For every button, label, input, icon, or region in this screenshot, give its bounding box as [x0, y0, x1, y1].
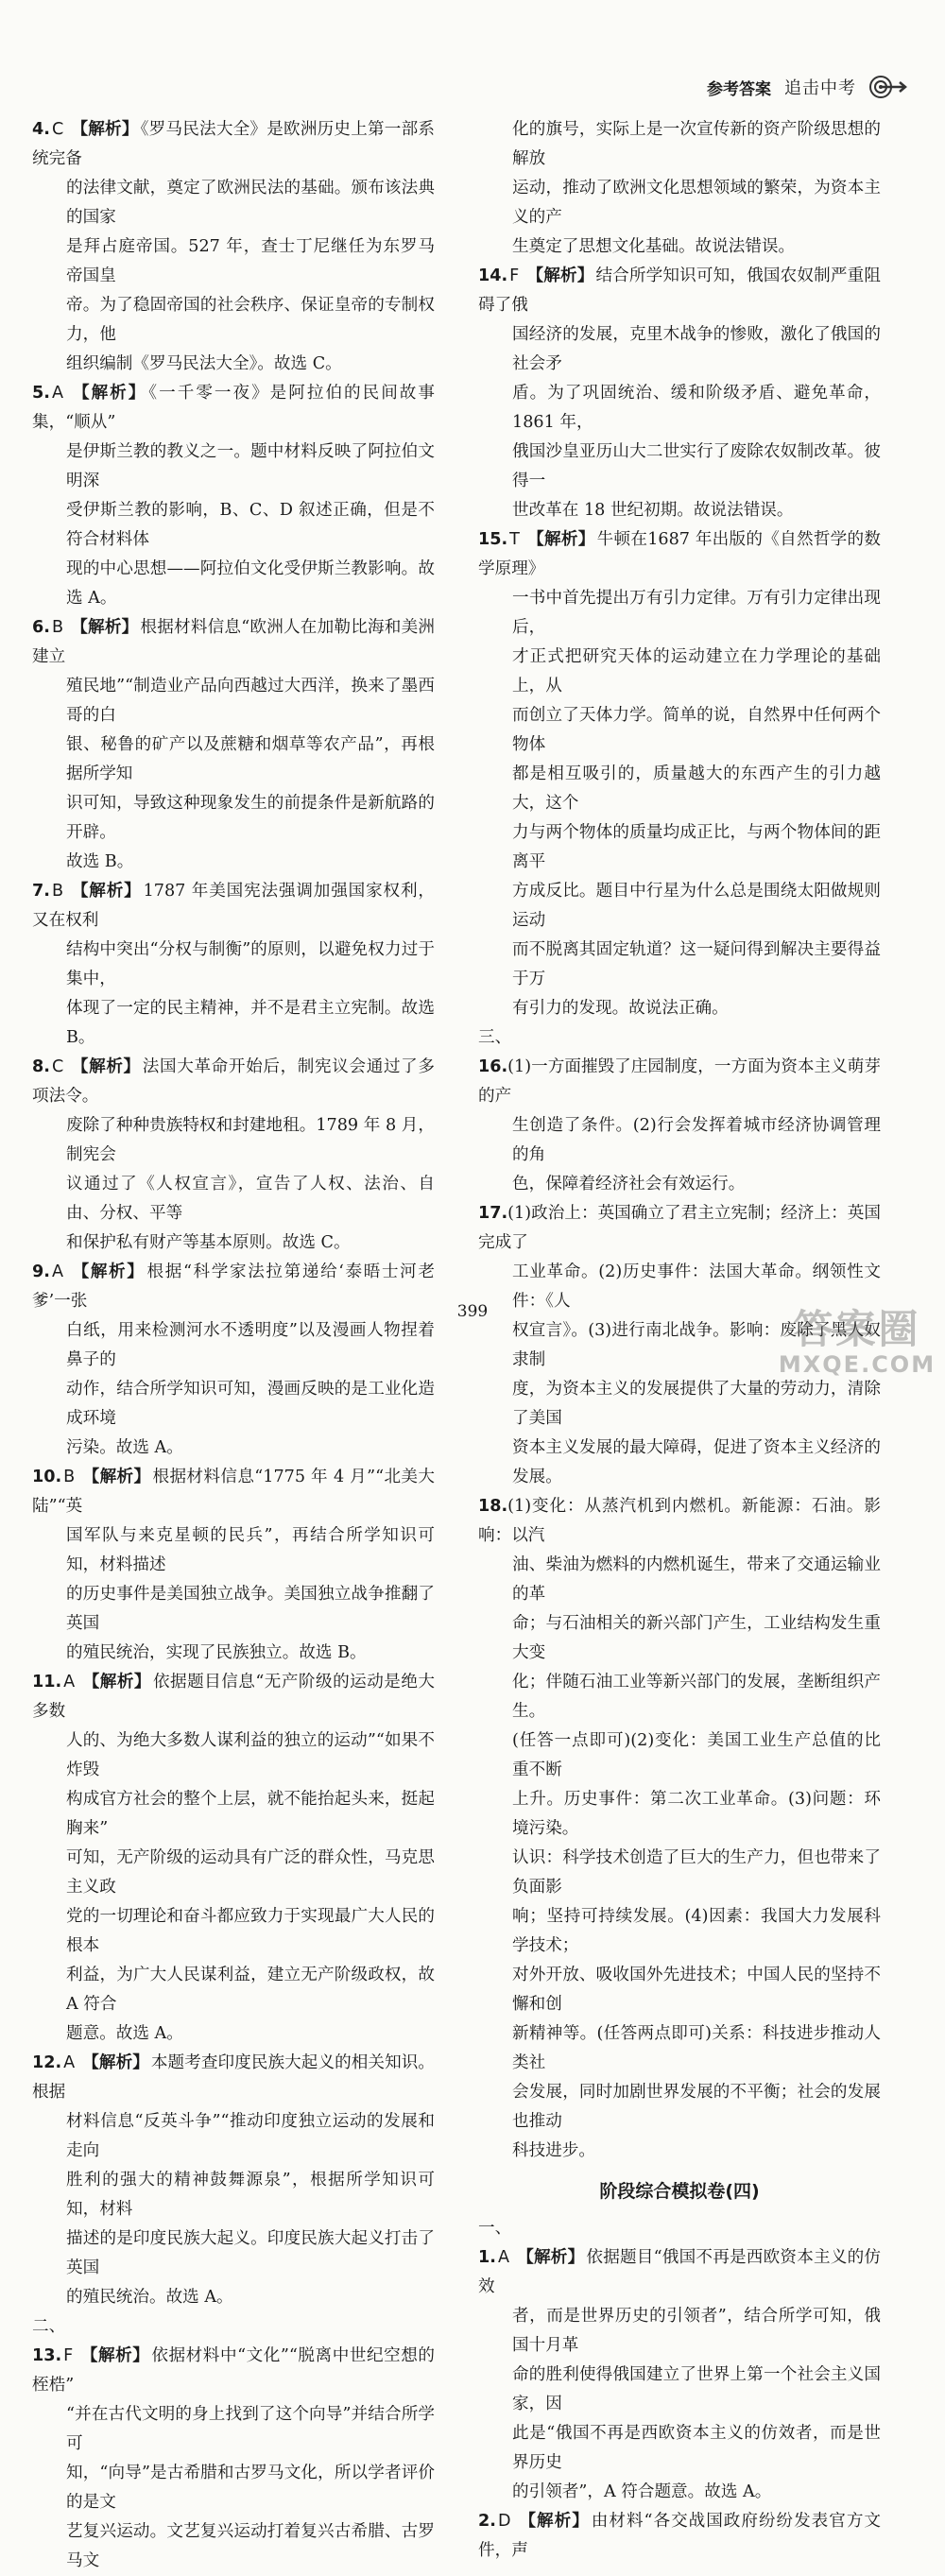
answer-choice: A: [63, 2053, 76, 2072]
question-number: 17.: [478, 1204, 508, 1223]
answer-item: [32, 613, 435, 877]
page-header: [707, 68, 907, 106]
analysis-tag: 【解析】: [82, 1468, 151, 1486]
answer-text: 命；与石油相关的新兴部门产生，工业结构发生重大变: [512, 1614, 881, 1662]
answer-line: [478, 232, 881, 262]
page-number: 399: [456, 1302, 489, 1321]
header-series: 追击中考: [784, 78, 856, 98]
answer-text: 而创立了天体力学。简单的说，自然界中任何两个物体: [512, 706, 881, 754]
answer-line: [32, 438, 435, 496]
answer-line: [478, 584, 881, 643]
answer-line: [478, 2019, 881, 2078]
answer-text: 是拜占庭帝国。527 年，查士丁尼继任为东罗马帝国皇: [66, 237, 435, 285]
answer-text: 的引领者”，A 符合题意。故选 A。: [512, 2482, 772, 2501]
answer-text: 世改革在 18 世纪初期。故说法错误。: [512, 501, 794, 520]
answer-text: (1)政治上：英国确立了君主立宪制；经济上：英国完成了: [478, 1204, 881, 1252]
section-heading-3: 三、: [478, 1028, 512, 1047]
answer-line: [32, 555, 435, 613]
answer-text: 根据材料信息“欧洲人在加勒比海和美洲建立: [32, 618, 435, 666]
answer-choice: B: [51, 618, 64, 637]
answer-text: 化；伴随石油工业等新兴部门的发展，垄断组织产生。: [512, 1673, 881, 1721]
answer-text: 俄国沙皇亚历山大二世实行了废除农奴制改革。彼得一: [512, 442, 881, 490]
answer-text: 根据“科学家法拉第递给‘泰晤士河老爹’一张: [32, 1262, 435, 1311]
answer-text: 描述的是印度民族大起义。印度民族大起义打击了英国: [66, 2229, 435, 2277]
header-label: 参考答案: [707, 79, 771, 99]
answer-text: 上升。历史事件：第二次工业革命。(3)问题：环境污染。: [512, 1790, 881, 1838]
analysis-tag: 【解析】: [70, 384, 147, 403]
answer-item: [32, 1668, 435, 2049]
answer-line: [32, 1785, 435, 1844]
answer-line: [478, 2137, 881, 2166]
answer-line: [478, 643, 881, 701]
answer-choice: B: [63, 1468, 76, 1486]
answer-text: 材料信息“反英斗争”“推动印度独立运动的发展和走向: [66, 2112, 435, 2160]
answer-line: [478, 818, 881, 877]
question-number: 14.: [478, 266, 508, 285]
answer-text: 是伊斯兰教的教义之一。题中材料反映了阿拉伯文明深: [66, 442, 435, 490]
question-number: 12.: [32, 2053, 62, 2072]
answer-line: [32, 1668, 435, 1726]
answer-item: [32, 1463, 435, 1668]
answer-text: 可知，无产阶级的运动具有广泛的群众性，马克思主义政: [66, 1848, 435, 1897]
answer-line: [32, 1902, 435, 1961]
question-number: 16.: [478, 1057, 508, 1076]
question-number: 2.: [478, 2512, 496, 2531]
watermark-url: MXQE.COM: [778, 1351, 936, 1378]
answer-line: [32, 1316, 435, 1375]
answer-text: 国军队与来克星顿的民兵”，再结合所学知识可知，材料描述: [66, 1526, 435, 1574]
answer-text: 和保护私有财产等基本原则。故选 C。: [66, 1233, 351, 1252]
answer-text: 议通过了《人权宣言》，宣告了人权、法治、自由、分权、平等: [66, 1175, 435, 1223]
answer-item: [32, 115, 435, 379]
answer-text: 《罗马民法大全》是欧洲历史上第一部系统完备: [32, 120, 435, 168]
answer-text: 的殖民统治。故选 A。: [66, 2288, 233, 2307]
answer-choice: T: [509, 530, 520, 549]
answer-text: 国经济的发展，克里木战争的惨败，激化了俄国的社会矛: [512, 325, 881, 373]
answer-text: 有引力的发现。故说法正确。: [512, 999, 729, 1018]
answer-line: [32, 2166, 435, 2224]
answer-text: 结合所学知识可知，俄国农奴制严重阻碍了俄: [478, 266, 881, 315]
question-number: 15.: [478, 530, 508, 549]
answer-item: [478, 1492, 881, 2166]
answer-line: [478, 1961, 881, 2019]
answer-line: [32, 2224, 435, 2283]
answer-text: 权宣言》。(3)进行南北战争。影响：废除了黑人奴隶制: [512, 1321, 881, 1369]
answer-line: [478, 1609, 881, 1668]
answer-text: 胜利的强大的精神鼓舞源泉”，根据所学知识可知，材料: [66, 2171, 435, 2219]
answer-line: [32, 2283, 435, 2312]
answer-text: 生奠定了思想文化基础。故说法错误。: [512, 237, 796, 256]
answer-line: [32, 789, 435, 848]
answer-line: [32, 2400, 435, 2459]
watermark-logo: [777, 1307, 937, 1381]
answer-line: [32, 877, 435, 936]
answer-line: [32, 174, 435, 232]
answer-item: [478, 2243, 881, 2507]
answer-line: [478, 1170, 881, 1199]
answer-line: [478, 1902, 881, 1961]
answer-line: [32, 936, 435, 994]
answer-text: 依据题目“俄国不再是西欧资本主义的仿效: [478, 2248, 881, 2296]
answer-text: 白纸，用来检测河水不透明度”以及漫画人物捏着鼻子的: [66, 1321, 435, 1369]
answer-text: 油、柴油为燃料的内燃机诞生，带来了交通运输业的革: [512, 1555, 881, 1604]
answer-line: [478, 877, 881, 936]
answer-line: [32, 1844, 435, 1902]
answer-text: 体现了一定的民主精神，并不是君主立宪制。故选 B。: [66, 999, 435, 1047]
answer-text: 者，而是世界历史的引领者”，结合所学可知，俄国十月革: [512, 2307, 881, 2355]
answer-item: [478, 1053, 881, 1199]
answer-line: [478, 2361, 881, 2419]
answer-choice: A: [497, 2248, 509, 2267]
question-number: 6.: [32, 618, 50, 637]
answer-text: 由材料“各交战国政府纷纷发表官方文件，声: [478, 2512, 881, 2560]
answer-item: [478, 525, 881, 1023]
answer-line: [32, 994, 435, 1053]
answer-text: 方成反比。题目中行星为什么总是围绕太阳做规则运动: [512, 882, 881, 930]
answer-line: [478, 1375, 881, 1434]
answer-choice: D: [497, 2512, 511, 2531]
answer-line: [32, 1434, 435, 1463]
answer-text: 对外开放、吸收国外先进技术；中国人民的坚持不懈和创: [512, 1966, 881, 2014]
analysis-tag: 【解析】: [526, 266, 594, 285]
answer-item: [32, 877, 435, 1053]
answer-choice: F: [509, 266, 520, 285]
answer-line: [478, 1492, 881, 1551]
answer-text: 都是相互吸引的，质量越大的东西产生的引力越大，这个: [512, 764, 881, 813]
answer-text: 殖民地”“制造业产品向西越过大西洋，换来了墨西哥的白: [66, 677, 435, 725]
answer-text: 此是“俄国不再是西欧资本主义的仿效者，而是世界历史: [512, 2424, 881, 2472]
answer-line: [32, 115, 435, 174]
answer-text: 的历史事件是美国独立战争。美国独立战争推翻了英国: [66, 1585, 435, 1633]
answer-text: 会发展，同时加剧世界发展的不平衡；社会的发展也推动: [512, 2083, 881, 2131]
answer-line: [478, 701, 881, 760]
answer-line: [478, 936, 881, 994]
analysis-tag: 【解析】: [70, 1262, 146, 1281]
answer-text: 现的中心思想——阿拉伯文化受伊斯兰教影响。故选 A。: [66, 559, 435, 608]
answer-text: 人的、为绝大多数人谋利益的独立的运动”“如果不炸毁: [66, 1731, 435, 1779]
answer-text: (任答一点即可)(2)变化：美国工业生产总值的比重不断: [512, 1731, 881, 1779]
answer-line: [478, 2302, 881, 2361]
analysis-tag: 【解析】: [82, 1673, 151, 1692]
answer-text: 的法律文献，奠定了欧洲民法的基础。颁布该法典的国家: [66, 179, 435, 227]
analysis-tag: 【解析】: [71, 120, 139, 139]
answer-text: 污染。故选 A。: [66, 1438, 183, 1457]
answer-line: [32, 2517, 435, 2576]
analysis-tag: 【解析】: [518, 2512, 590, 2531]
answer-line: [478, 1785, 881, 1844]
answer-item: [478, 2507, 881, 2566]
analysis-tag: 【解析】: [80, 2346, 150, 2365]
answer-text: 1787 年美国宪法强调加强国家权利，又在权利: [32, 882, 435, 930]
answer-line: [32, 1961, 435, 2019]
answer-text: 动作，结合所学知识可知，漫画反映的是工业化造成环境: [66, 1380, 435, 1428]
answer-text: 响；坚持可持续发展。(4)因素：我国大力发展科学技术；: [512, 1907, 881, 1955]
section-title: 阶段综合模拟卷(四): [599, 2181, 760, 2202]
answer-text: 帝。为了稳固帝国的社会秩序、保证皇帝的专制权力，他: [66, 296, 435, 344]
answer-line: [478, 994, 881, 1023]
answer-line: [32, 1170, 435, 1228]
answer-line: [478, 496, 881, 525]
answer-line: [478, 1551, 881, 1609]
question-number: 8.: [32, 1057, 50, 1076]
answer-line: [478, 525, 881, 584]
analysis-tag: 【解析】: [82, 2053, 149, 2072]
answer-line: [478, 320, 881, 379]
answer-text: 利益，为广大人民谋利益，建立无产阶级政权，故 A 符合: [66, 1966, 435, 2014]
answer-line: [478, 2419, 881, 2478]
answer-text: 受伊斯兰教的影响，B、C、D 叙述正确，但是不符合材料体: [66, 501, 435, 549]
answer-text: 色，保障着经济社会有效运行。: [512, 1175, 746, 1194]
answer-line: [32, 291, 435, 350]
answer-line: [478, 2243, 881, 2302]
answer-text: 而不脱离其固定轨道？这一疑问得到解决主要得益于万: [512, 940, 881, 988]
answer-item: [32, 1258, 435, 1463]
answer-text: 构成官方社会的整个上层，就不能抬起头来，挺起胸来”: [66, 1790, 435, 1838]
answer-text: 根据材料信息“1775 年 4 月”“北美大陆”“英: [32, 1468, 435, 1516]
answer-line: [478, 1726, 881, 1785]
analysis-tag: 【解析】: [516, 2248, 585, 2267]
answer-item: [32, 2049, 435, 2312]
answer-line: [32, 379, 435, 438]
answer-line: [32, 1463, 435, 1521]
answer-line: [478, 1668, 881, 1726]
answer-text: 度，为资本主义的发展提供了大量的劳动力，清除了美国: [512, 1380, 881, 1428]
answer-line: [32, 1375, 435, 1434]
answer-text: 《一千零一夜》是阿拉伯的民间故事集，“顺从”: [32, 384, 435, 432]
analysis-tag: 【解析】: [71, 882, 142, 901]
answer-text: 知，“向导”是古希腊和古罗马文化，所以学者评价的是文: [66, 2464, 435, 2512]
answer-text: 化的旗号，实际上是一次宣传新的资产阶级思想的解放: [512, 120, 881, 168]
answer-choice: C: [51, 120, 64, 139]
answer-text: 银、秘鲁的矿产以及蔗糖和烟草等农产品”，再根据所学知: [66, 735, 435, 783]
answer-text: 才正式把研究天体的运动建立在力学理论的基础上，从: [512, 647, 881, 696]
answer-item: [32, 2342, 435, 2576]
answer-line: [32, 1580, 435, 1639]
answer-text: 依据题目信息“无产阶级的运动是绝大多数: [32, 1673, 435, 1721]
answer-line: [32, 1726, 435, 1785]
answer-text: 结构中突出“分权与制衡”的原则，以避免权力过于集中，: [66, 940, 435, 988]
answer-text: 工业革命。(2)历史事件：法国大革命。纲领性文件：《人: [512, 1262, 881, 1311]
answer-line: [32, 2107, 435, 2166]
answer-text: 本题考查印度民族大起义的相关知识。根据: [32, 2053, 435, 2102]
question-number: 7.: [32, 882, 50, 901]
answer-text: 一书中首先提出万有引力定律。万有引力定律出现后，: [512, 589, 881, 637]
question-number: 13.: [32, 2346, 62, 2365]
analysis-tag: 【解析】: [526, 530, 595, 549]
answer-text: 依据材料中“文化”“脱离中世纪空想的桎梏”: [32, 2346, 435, 2395]
answer-line: [32, 2049, 435, 2107]
answer-line: [478, 2078, 881, 2137]
answer-text: 生创造了条件。(2)行会发挥着城市经济协调管理的角: [512, 1116, 881, 1164]
answer-text: 艺复兴运动。文艺复兴运动打着复兴古希腊、古罗马文: [66, 2522, 435, 2570]
answer-line: [32, 1053, 435, 1111]
question-number: 10.: [32, 1468, 62, 1486]
question-13-continuation: [478, 115, 881, 262]
answer-line: [32, 2019, 435, 2049]
analysis-tag: 【解析】: [71, 1057, 141, 1076]
answer-line: [32, 1111, 435, 1170]
section-heading-2: 二、: [32, 2317, 66, 2336]
answer-text: “并在古代文明的身上找到了这个向导”并结合所学可: [66, 2405, 435, 2453]
left-column: [32, 115, 435, 2576]
question-number: 18.: [478, 1497, 508, 1516]
answer-text: 科技进步。: [512, 2141, 595, 2160]
answer-text: 党的一切理论和奋斗都应致力于实现最广大人民的根本: [66, 1907, 435, 1955]
answer-choice: C: [51, 1057, 64, 1076]
answer-line: [478, 262, 881, 320]
answer-text: 的殖民统治，实现了民族独立。故选 B。: [66, 1643, 367, 1662]
answer-line: [478, 438, 881, 496]
answer-line: [32, 232, 435, 291]
target-arrow-icon: [869, 73, 907, 101]
answer-line: [32, 1228, 435, 1258]
question-number: 11.: [32, 1673, 62, 1692]
answer-choice: B: [51, 882, 64, 901]
answer-text: 废除了种种贵族特权和封建地租。1789 年 8 月，制宪会: [66, 1116, 435, 1164]
answer-line: [32, 672, 435, 730]
answer-line: [478, 174, 881, 232]
answer-item: [32, 379, 435, 613]
answer-text: 认识：科学技术创造了巨大的生产力，但也带来了负面影: [512, 1848, 881, 1897]
answer-line: [32, 1521, 435, 1580]
answer-choice: A: [51, 384, 63, 403]
answer-text: 识可知，导致这种现象发生的前提条件是新航路的开辟。: [66, 794, 435, 842]
question-number: 5.: [32, 384, 50, 403]
answer-line: [478, 2478, 881, 2507]
answer-line: [32, 2342, 435, 2400]
answer-text: (1)变化：从蒸汽机到内燃机。新能源：石油。影响：以汽: [478, 1497, 881, 1545]
answer-line: [32, 2459, 435, 2517]
answer-text: 新精神等。(任答两点即可)关系：科技进步推动人类社: [512, 2024, 881, 2072]
answer-line: [32, 848, 435, 877]
answer-line: [478, 1199, 881, 1258]
answer-line: [478, 379, 881, 438]
answer-text: 组织编制《罗马民法大全》。故选 C。: [66, 354, 342, 373]
answer-line: [478, 115, 881, 174]
answer-line: [478, 2507, 881, 2566]
answer-item: [32, 1053, 435, 1258]
answer-text: 力与两个物体的质量均成正比，与两个物体间的距离平: [512, 823, 881, 871]
answer-text: (1)一方面摧毁了庄园制度，一方面为资本主义萌芽的产: [478, 1057, 881, 1106]
answer-line: [32, 496, 435, 555]
answer-text: 法国大革命开始后，制宪议会通过了多项法令。: [32, 1057, 435, 1106]
answer-line: [478, 1053, 881, 1111]
answer-text: 资本主义发展的最大障碍，促进了资本主义经济的发展。: [512, 1438, 881, 1486]
watermark-text: 答案圈: [793, 1306, 921, 1352]
answer-line: [32, 730, 435, 789]
answer-choice: A: [51, 1262, 63, 1281]
answer-line: [478, 1434, 881, 1492]
answer-choice: F: [63, 2346, 74, 2365]
answer-line: [478, 1844, 881, 1902]
section-heading-1: 一、: [478, 2219, 512, 2238]
answer-line: [478, 1111, 881, 1170]
answer-choice: A: [63, 1673, 76, 1692]
answer-line: [32, 613, 435, 672]
answer-line: [32, 350, 435, 379]
question-number: 1.: [478, 2248, 496, 2267]
answer-text: 故选 B。: [66, 852, 134, 871]
answer-line: [32, 1639, 435, 1668]
answer-text: 盾。为了巩固统治、缓和阶级矛盾、避免革命，1861 年，: [512, 384, 881, 432]
analysis-tag: 【解析】: [71, 618, 139, 637]
question-number: 4.: [32, 120, 50, 139]
answer-line: [478, 760, 881, 818]
answer-item: [478, 262, 881, 525]
answer-text: 牛顿在1687 年出版的《自然哲学的数学原理》: [478, 530, 881, 578]
answer-text: 命的胜利使得俄国建立了世界上第一个社会主义国家，因: [512, 2365, 881, 2413]
question-number: 9.: [32, 1262, 50, 1281]
answer-text: 运动，推动了欧洲文化思想领域的繁荣，为资本主义的产: [512, 179, 881, 227]
answer-text: 题意。故选 A。: [66, 2024, 183, 2043]
